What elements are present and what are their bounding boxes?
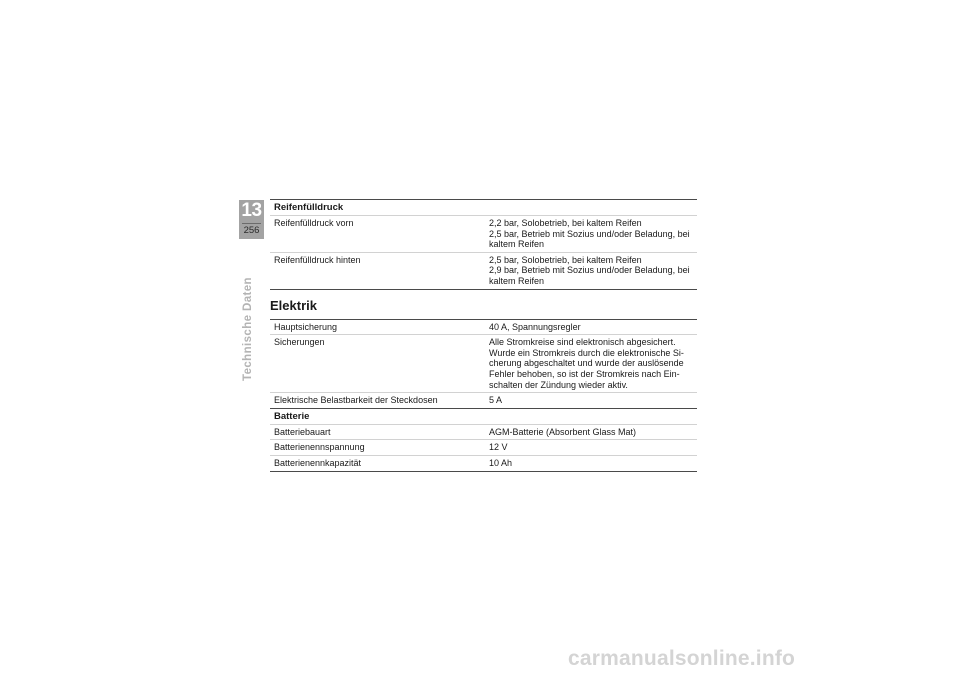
row-value: 10 Ah [489, 457, 513, 468]
value-line: 40 A, Spannungsregler [489, 321, 581, 332]
value-line: 5 A [489, 395, 503, 406]
row-label: Elektrische Belastbarkeit der Steckdosen [274, 395, 438, 406]
chapter-side-title: Technische Daten [242, 277, 254, 381]
tire-pressure-table [270, 199, 697, 290]
tire-pressure-heading: Reifenfülldruck [270, 200, 697, 216]
row-label: Reifenfülldruck hinten [274, 254, 361, 265]
value-line: Alle Stromkreise sind elektronisch abgesichert. [489, 337, 676, 348]
row-label: Reifenfülldruck vorn [274, 218, 354, 228]
value-line: 2,5 bar, Solobetrieb, bei kaltem Reifen [489, 254, 642, 265]
value-line: 2,5 bar, Betrieb mit Sozius und/oder Beladung, bei [489, 228, 690, 239]
electrics-title: Elektrik [270, 297, 317, 313]
value-line: 2,9 bar, Betrieb mit Sozius und/oder Beladung, bei [489, 265, 690, 276]
chapter-number: 13 [241, 200, 262, 221]
row-value [489, 337, 697, 390]
row-value [489, 395, 697, 406]
value-line: cherung abgeschaltet und wurde der auslösende [489, 358, 684, 369]
row-value [489, 322, 697, 333]
spec-content [270, 199, 697, 472]
value-line: kaltem Reifen [489, 275, 545, 286]
value-line: Fehler behoben, so ist der Stromkreis nach Ein- [489, 368, 680, 379]
value-line: 2,2 bar, Solobetrieb, bei kaltem Reifen [489, 218, 642, 228]
table-row [270, 425, 697, 441]
row-value [489, 218, 697, 250]
row-label: Batterienennkapazität [274, 457, 362, 468]
table-row [270, 253, 697, 290]
value-line: schalten der Zündung wieder aktiv. [489, 379, 628, 390]
value-line: Wurde ein Stromkreis durch die elektronische Si- [489, 347, 684, 358]
table-row [270, 393, 697, 409]
table-row [270, 456, 697, 472]
row-label: Batterienennspannung [274, 442, 365, 453]
electrics-table [270, 319, 697, 472]
badge-divider [242, 223, 261, 224]
row-value: AGM-Batterie (Absorbent Glass Mat) [489, 426, 637, 437]
value-line: kaltem Reifen [489, 239, 545, 250]
table-row [270, 335, 697, 393]
battery-heading: Batterie [270, 409, 697, 425]
row-label: Batteriebauart [274, 426, 331, 437]
row-label: Hauptsicherung [274, 321, 338, 332]
row-value [489, 255, 697, 287]
chapter-badge [239, 200, 264, 239]
table-row [270, 320, 697, 336]
row-value: 12 V [489, 442, 508, 453]
table-row [270, 216, 697, 253]
row-label: Sicherungen [274, 337, 325, 348]
watermark: carmanualsonline.info [568, 647, 796, 670]
table-row [270, 440, 697, 456]
page-number: 256 [243, 225, 260, 236]
